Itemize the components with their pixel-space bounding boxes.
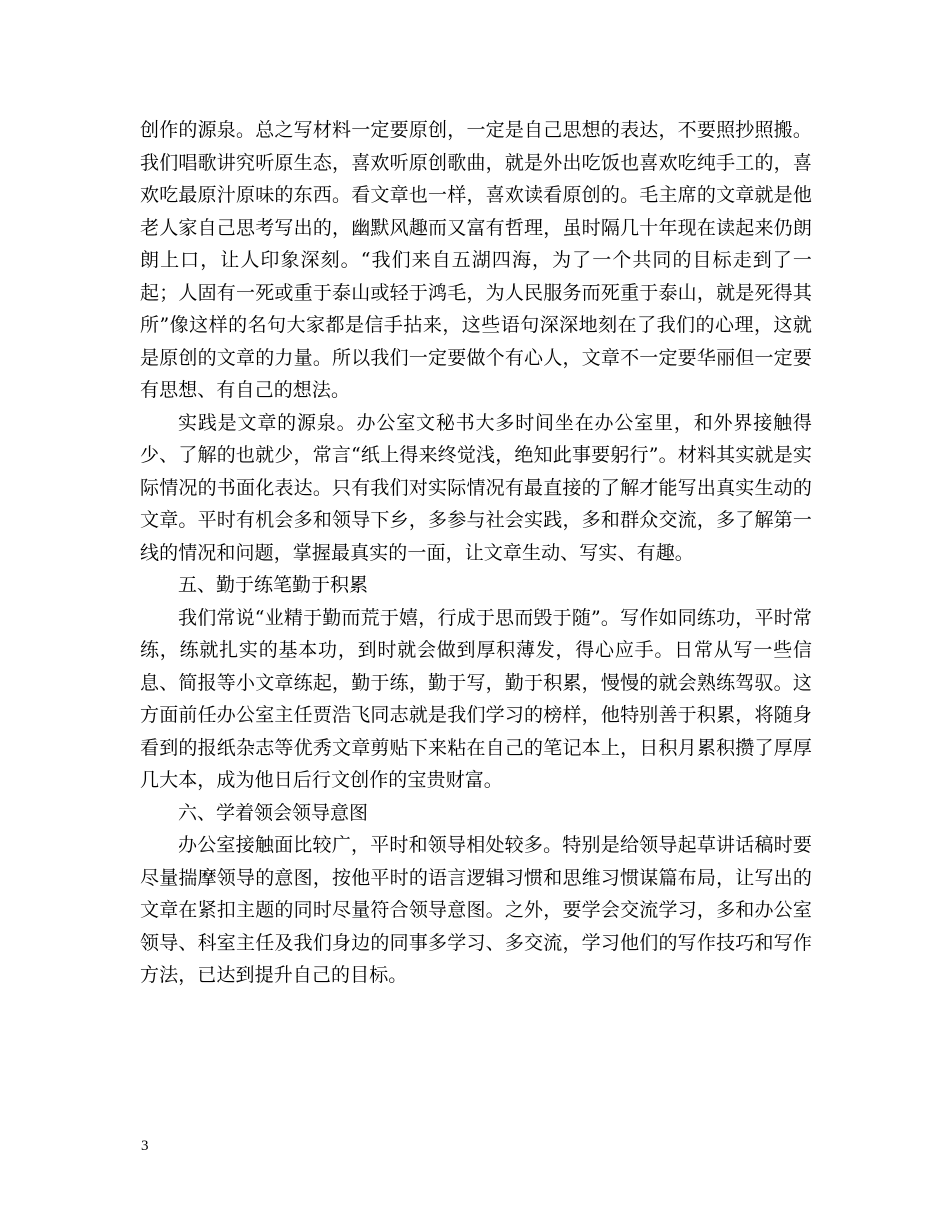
section-heading-six: 六、学着领会领导意图: [178, 801, 369, 824]
paragraph-continuation: 创作的源泉。总之写材料一定要原创，一定是自己思想的表达，不要照抄照搬。我们唱歌讲究听原生态，喜欢听原创歌曲，就是外出吃饭也喜欢吃纯手工的，喜欢吃最原汁原味的东西。看文章也一样，喜欢读看原创的。毛主席的文章就是他老人家自己思考写出的，幽默风趣而又富有哲理，虽时隔几十年现在读起来仍朗朗上口，让人印象深刻。“我们来自五湖四海，为了一个共同的目标走到了一起；人固有一死或重于泰山或轻于鸿毛，为人民服务而死重于泰山，就是死得其所”像这样的名句大家都是信手拈来，这些语句深深地刻在了我们的心理，这就是原创的文章的力量。所以我们一定要做个有心人，文章不一定要华丽但一定要有思想、有自己的想法。: [140, 119, 812, 401]
section-heading-five: 五、勤于练笔勤于积累: [178, 574, 369, 596]
paragraph-practice-writing: 我们常说“业精于勤而荒于嬉，行成于思而毁于随”。写作如同练功，平时常练，练就扎实的基本功，到时就会做到厚积薄发，得心应手。日常从写一些信息、简报等小文章练起，勤于练，勤于写，勤于积累，慢慢的就会熟练驾驭。这方面前任办公室主任贾浩飞同志就是我们学习的榜样，他特别善于积累，将随身看到的报纸杂志等优秀文章剪贴下来粘在自己的笔记本上，日积月累积攒了厚厚几大本，成为他日后行文创作的宝贵财富。: [140, 606, 812, 791]
page-number: 3: [141, 1138, 149, 1154]
paragraph-leader-intent: 办公室接触面比较广，平时和领导相处较多。特别是给领导起草讲话稿时要尽量揣摩领导的意图，按他平时的语言逻辑习惯和思维习惯谋篇布局，让写出的文章在紧扣主题的同时尽量符合领导意图。之外，要学会交流学习，多和办公室领导、科室主任及我们身边的同事多学习、多交流，学习他们的写作技巧和写作方法，已达到提升自己的目标。: [140, 834, 812, 986]
paragraph-practice: 实践是文章的源泉。办公室文秘书大多时间坐在办公室里，和外界接触得少、了解的也就少，常言“纸上得来终觉浅，绝知此事要躬行”。材料其实就是实际情况的书面化表达。只有我们对实际情况有最直接的了解才能写出真实生动的文章。平时有机会多和领导下乡，多参与社会实践，多和群众交流，多了解第一线的情况和问题，掌握最真实的一面，让文章生动、写实、有趣。: [140, 411, 812, 564]
document-body: [140, 114, 812, 992]
